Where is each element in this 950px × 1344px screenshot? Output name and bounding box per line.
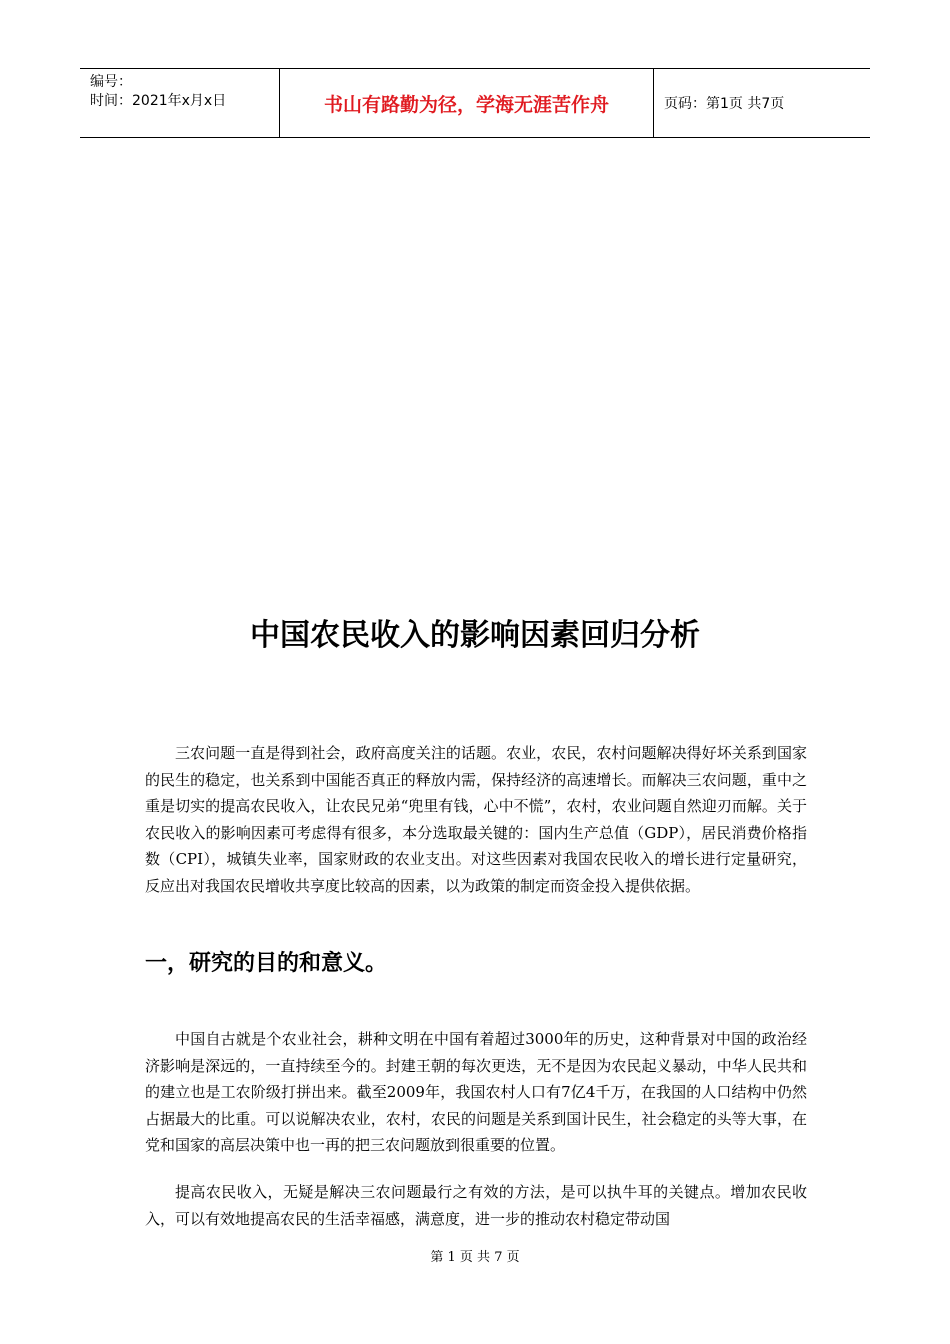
section-paragraph: 提高农民收入，无疑是解决三农问题最行之有效的方法，是可以执牛耳的关键点。增加农民收入，可以有效地提高农民的生活幸福感，满意度，进一步的推动农村稳定带动国 [145,1183,807,1228]
intro-paragraph: 三农问题一直是得到社会，政府高度关注的话题。农业，农民，农村问题解决得好坏关系到国家的民生的稳定，也关系到中国能否真正的释放内需，保持经济的高速增长。而解决三农问题，重中之重是切实的提高农民收入，让农民兄弟“兜里有钱，心中不慌”，农村，农业问题自然迎刃而解。关于农民收入的影响因素可考虑得有很多，本分选取最关键的：国内生产总值（GDP），居民消费价格指数（CPI），城镇失业率，国家财政的农业支出。对这些因素对我国农民收入的增长进行定量研究，反应出对我国农民增收共享度比较高的因素，以为政策的制定而资金投入提供依据。 [145,744,807,895]
section-heading: 一，研究的目的和意义。 [145,951,388,976]
section-paragraph: 中国自古就是个农业社会，耕种文明在中国有着超过3000年的历史，这种背景对中国的政治经济影响是深远的，一直持续至今的。封建王朝的每次更迭，无不是因为农民起义暴动，中华人民共和的建立也是工农阶级打拼出来。截至2009年，我国农村人口有7亿4千万，在我国的人口结构中仍然占据最大的比重。可以说解决农业，农村，农民的问题是关系到国计民生，社会稳定的头等大事，在党和国家的高层决策中也一再的把三农问题放到很重要的位置。 [145,1030,807,1154]
header-motto: 书山有路勤为径，学海无涯苦作舟 [280,69,654,137]
page-footer: 第 1 页 共 7 页 [430,1250,520,1265]
doc-time-label: 时间：2021年x月x日 [90,93,227,109]
header-page-label: 页码：第1页 共7页 [664,96,785,112]
document-title: 中国农民收入的影响因素回归分析 [250,618,700,653]
doc-number-label: 编号： [90,74,132,90]
